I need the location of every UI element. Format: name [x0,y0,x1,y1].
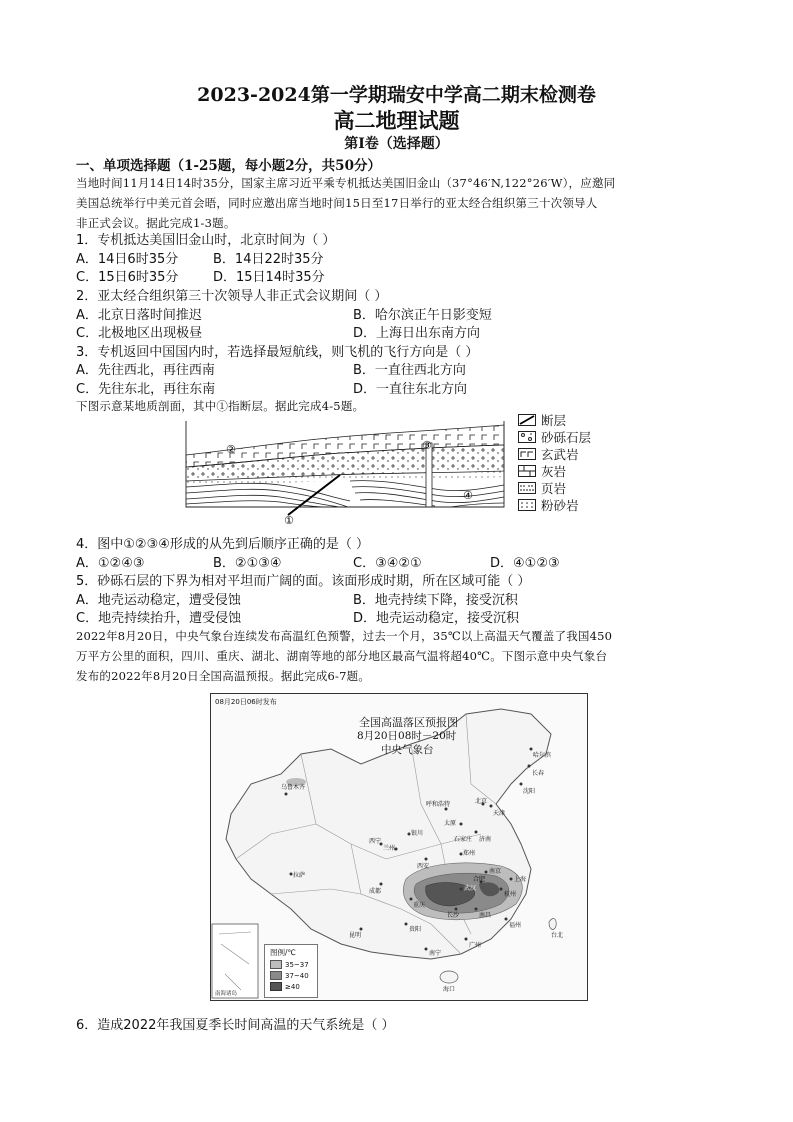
intro-line: 非正式会议。据此完成1-3题。 [76,216,236,230]
legend-item-limestone: 灰岩 [518,462,591,479]
q5-option-d: D．地壳运动稳定，接受沉积 [353,611,520,626]
marker-3: ③ [422,439,432,452]
q1-option-a: A．14日6时35分 [76,252,179,267]
geology-section-figure [180,415,510,527]
intro-line: 当地时间11月14日14时35分，国家主席习近平乘专机抵达美国旧金山（37°46′N,122°26′W），应邀同 [76,176,616,190]
section-heading: 一、单项选择题（1-25题，每小题2分，共50分） [76,158,381,174]
q4-option-d: D．④①②③ [490,556,560,571]
city-label: 呼和浩特 [426,801,451,808]
q2-stem: 2．亚太经合组织第三十次领导人非正式会议期间（ ） [76,289,388,304]
limestone-symbol-icon [518,465,536,477]
city-label: 广州 [469,942,482,949]
city-label: 福州 [509,922,522,929]
city-label: 沈阳 [523,788,536,795]
map-issue-time: 08月20日06时发布 [215,698,277,706]
city-label: 哈尔滨 [533,752,552,759]
legend-item-gravel: 砂砾石层 [518,428,591,445]
q3-stem: 3．专机返回中国国内时，若选择最短航线，则飞机的飞行方向是（ ） [76,345,479,360]
city-label: 杭州 [504,891,517,898]
city-label: 合肥 [473,876,486,883]
map-legend-item: ≥40 [270,981,317,992]
city-label: 南昌 [479,912,492,919]
q3-option-d: D．一直往东北方向 [353,382,468,397]
legend-item-fault: 断层 [518,411,591,428]
legend-swatch [270,982,282,991]
q5-option-a: A．地壳运动稳定，遭受侵蚀 [76,593,241,608]
city-label: 天津 [493,810,506,817]
heat-intro-paragraph [76,626,726,686]
q2-option-a: A．北京日落时间推迟 [76,308,202,323]
heat-forecast-map [210,693,588,1001]
legend-item-siltstone: 粉砂岩 [518,496,591,513]
q1-option-c: C．15日6时35分 [76,270,179,285]
city-label: 武汉 [464,885,477,892]
city-label: 北京 [475,798,488,805]
q4-option-b: B．②①③④ [213,556,282,571]
city-label: 长春 [532,770,545,777]
q3-option-b: B．一直往西北方向 [353,363,466,378]
q2-option-c: C．北极地区出现极昼 [76,326,203,341]
q5-option-b: B．地壳持续下降，接受沉积 [353,593,518,608]
q6-stem: 6．造成2022年我国夏季长时间高温的天气系统是（ ） [76,1018,395,1033]
q1-option-b: B．14日22时35分 [213,252,324,267]
geology-legend [518,411,591,513]
legend-swatch [270,971,282,980]
q4-option-a: A．①②④③ [76,556,145,571]
city-label: 台北 [551,932,564,939]
legend-item-basalt: 玄武岩 [518,445,591,462]
q4-stem: 4．图中①②③④形成的从先到后顺序正确的是（ ） [76,537,370,552]
city-label: 南京 [489,868,502,875]
map-time: 8月20日08时－20时 [357,730,457,742]
city-label: 兰州 [383,845,396,852]
intro-paragraph [76,173,726,233]
q3-option-c: C．先往东北，再往东南 [76,382,216,397]
volume-title: 第Ⅰ卷（选择题） [344,136,449,152]
city-label: 拉萨 [293,872,306,879]
q1-option-d: D．15日14时35分 [213,270,325,285]
marker-1: ① [284,514,294,527]
basalt-symbol-icon [518,448,536,460]
shale-symbol-icon [518,482,536,494]
map-legend: 图例/℃ 35~37 37~40 ≥40 [264,944,318,998]
subject-title: 高二地理试题 [333,108,460,133]
city-label: 西安 [417,863,430,870]
q4-option-c: C．③④②① [353,556,422,571]
city-label: 太原 [444,820,457,827]
q2-option-d: D．上海日出东南方向 [353,326,481,341]
fault-symbol-icon [518,414,536,426]
city-label: 济南 [479,836,492,843]
city-label: 贵阳 [409,926,422,933]
city-label: 昆明 [349,932,362,939]
q1-stem: 1．专机抵达美国旧金山时，北京时间为（ ） [76,233,336,248]
geology-intro: 下图示意某地质剖面，其中①指断层。据此完成4-5题。 [76,399,365,413]
city-label: 西宁 [369,838,382,845]
city-label: 郑州 [463,850,476,857]
q5-option-c: C．地壳持续抬升，遭受侵蚀 [76,611,242,626]
heat-intro-line: 发布的2022年8月20日全国高温预报。据此完成6-7题。 [76,669,371,683]
map-agency: 中央气象台 [381,744,434,756]
city-label: 银川 [411,830,424,837]
heat-intro-line: 2022年8月20日，中央气象台连续发布高温红色预警，过去一个月，35℃以上高温天气覆盖了我国450 [76,629,613,643]
city-label: 乌鲁木齐 [281,784,306,791]
q2-option-b: B．哈尔滨正午日影变短 [353,308,492,323]
map-legend-item: 37~40 [270,970,317,981]
city-label: 重庆 [413,902,426,909]
city-label: 石家庄 [454,836,473,843]
city-label: 南宁 [429,950,442,957]
gravel-symbol-icon [518,431,536,443]
q5-stem: 5．砂砾石层的下界为相对平坦而广阔的面。该面形成时期，所在区域可能（ ） [76,574,531,589]
legend-item-shale: 页岩 [518,479,591,496]
city-label: 长沙 [447,912,460,919]
heat-intro-line: 万平方公里的面积，四川、重庆、湖北、湖南等地的部分地区最高气温将超40℃。下图示意中央气象台 [76,649,608,663]
marker-4: ④ [463,489,473,502]
marker-2: ② [226,443,236,456]
q3-option-a: A．先往西北，再往西南 [76,363,215,378]
legend-swatch [270,960,282,969]
exam-title: 2023-2024第一学期瑞安中学高二期末检测卷 [197,84,596,106]
map-legend-item: 35~37 [270,959,317,970]
intro-line: 美国总统举行中美元首会晤，同时应邀出席当地时间15日至17日举行的亚太经合组织第三十次领导人 [76,196,598,210]
siltstone-symbol-icon [518,499,536,511]
city-label: 上海 [514,876,527,883]
city-label: 成都 [369,888,382,895]
city-label: 海口 [443,986,456,993]
inset-label: 南海诸岛 [215,991,238,997]
map-title: 全国高温落区预报图 [359,716,458,729]
